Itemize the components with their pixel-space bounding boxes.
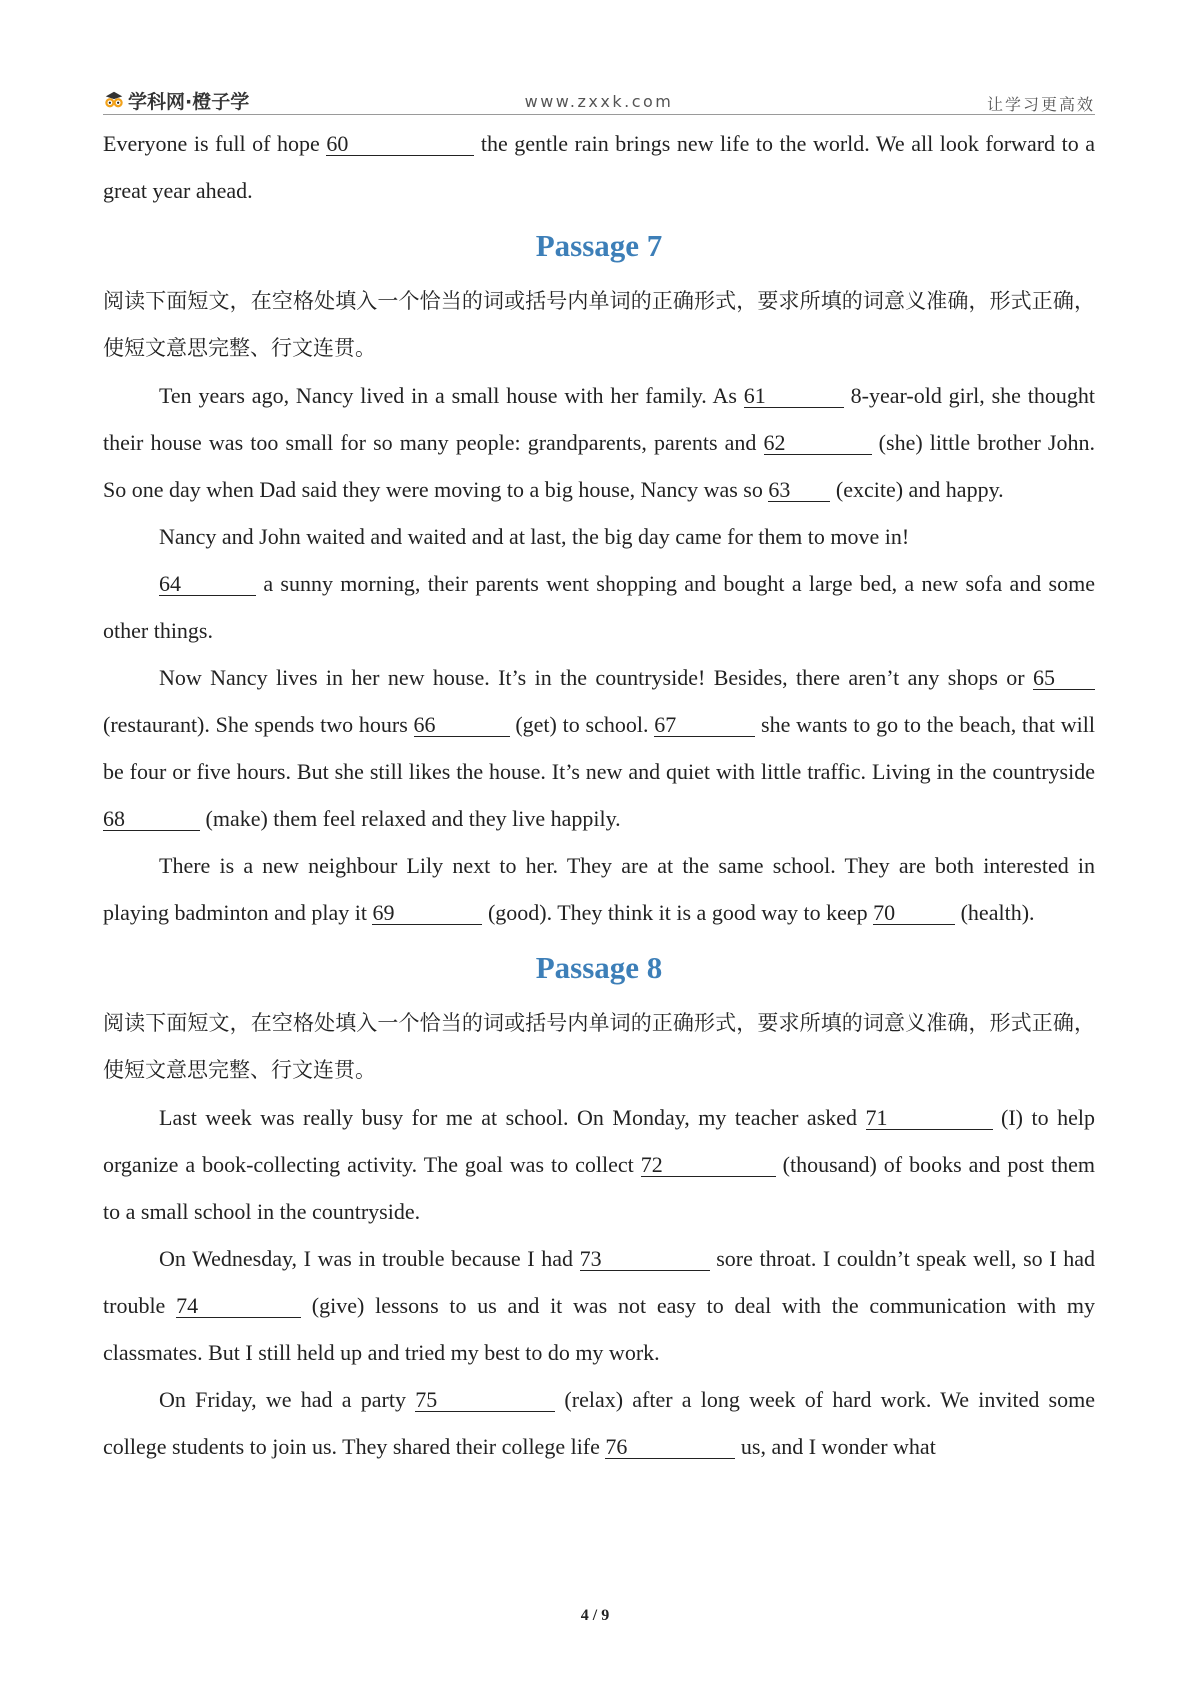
text-run: (restaurant). She spends two hours [103, 712, 414, 737]
answer-blank-71[interactable]: 71 [866, 1106, 993, 1130]
text-run: (excite) and happy. [830, 477, 1004, 502]
answer-blank-66[interactable]: 66 [414, 713, 510, 737]
answer-blank-65[interactable]: 65 [1033, 666, 1095, 690]
text-run: the gentle rain brings new life to the world. We all look forward to a great year ahead. [103, 131, 1095, 203]
answer-blank-63[interactable]: 63 [768, 478, 830, 502]
site-url[interactable]: www.zxxk.com [524, 92, 674, 111]
answer-blank-70[interactable]: 70 [873, 901, 955, 925]
document-body [103, 120, 1095, 1470]
text-run: Everyone is full of hope [103, 131, 327, 156]
page-header [103, 84, 1095, 115]
passage-instruction: 阅读下面短文，在空格处填入一个恰当的词或括号内单词的正确形式，要求所填的词意义准确，形式正确，使短文意思完整、行文连贯。 [103, 1011, 1095, 1082]
logo-text: 学科网·橙子学 [128, 90, 250, 113]
passage-paragraph [103, 513, 1095, 560]
answer-blank-75[interactable]: 75 [415, 1388, 555, 1412]
text-run: (get) to school. [509, 712, 655, 737]
answer-blank-72[interactable]: 72 [641, 1153, 776, 1177]
text-run: On Wednesday, I was in trouble because I had [159, 1246, 580, 1271]
answer-blank-68[interactable]: 68 [103, 807, 200, 831]
text-run: Now Nancy lives in her new house. It’s in the countryside! Besides, there aren’t any shops or [159, 665, 1033, 690]
text-run: (thousand) of books and post them to a small school in the countryside. [103, 1152, 1096, 1224]
text-run: (give) lessons to us and it was not easy to deal with the communication with my classmates. But I still held up and tried my best to do my work. [103, 1293, 1095, 1365]
intro-paragraph [103, 120, 1095, 214]
answer-blank-62[interactable]: 62 [764, 431, 872, 455]
passage-paragraph [103, 1376, 1095, 1470]
text-run: sore throat. I couldn’t speak well, so I had trouble [103, 1246, 1095, 1318]
text-run: Nancy and John waited and waited and at last, the big day came for them to move in! [159, 524, 910, 549]
answer-blank-64[interactable]: 64 [159, 572, 256, 596]
passage-paragraph [103, 1094, 1095, 1235]
text-run: Ten years ago, Nancy lived in a small house with her family. As [159, 383, 744, 408]
text-run: us, and I wonder what [735, 1434, 936, 1459]
text-run: On Friday, we had a party [159, 1387, 416, 1412]
answer-blank-61[interactable]: 61 [744, 384, 844, 408]
text-run: (I) to help organize a book-collecting activity. The goal was to collect [103, 1105, 1096, 1177]
answer-blank-76[interactable]: 76 [605, 1435, 735, 1459]
passage-paragraph [103, 654, 1095, 842]
site-slogan: 让学习更高效 [986, 95, 1095, 114]
text-run: There is a new neighbour Lily next to her. They are at the same school. They are both interested in playing badminton and play it [103, 853, 1095, 925]
answer-blank-73[interactable]: 73 [580, 1247, 710, 1271]
passage-paragraph [103, 842, 1095, 936]
text-run: Last week was really busy for me at school. On Monday, my teacher asked [159, 1105, 866, 1130]
text-run: (good). They think it is a good way to keep [482, 900, 874, 925]
passage-paragraph [103, 560, 1095, 654]
passage-title: Passage 8 [535, 950, 663, 985]
text-run: (she) little brother John. So one day when Dad said they were moving to a big house, Nancy was so [103, 430, 1095, 502]
answer-blank-67[interactable]: 67 [654, 713, 755, 737]
passage-paragraph [103, 372, 1095, 513]
text-run: (health). [955, 900, 1035, 925]
answer-blank-74[interactable]: 74 [176, 1294, 301, 1318]
page-number: 4 / 9 [580, 1607, 610, 1624]
text-run: (make) them feel relaxed and they live happily. [200, 806, 621, 831]
passage-paragraph [103, 1235, 1095, 1376]
passage-instruction: 阅读下面短文，在空格处填入一个恰当的词或括号内单词的正确形式，要求所填的词意义准确，形式正确，使短文意思完整、行文连贯。 [103, 289, 1095, 360]
text-run: (relax) after a long week of hard work. We invited some college students to join us. They shared their college life [103, 1387, 1095, 1459]
text-run: a sunny morning, their parents went shopping and bought a large bed, a new sofa and some other things. [103, 571, 1095, 643]
passage-title: Passage 7 [535, 228, 663, 263]
answer-blank-60[interactable]: 60 [326, 132, 474, 156]
text-run: she wants to go to the beach, that will be four or five hours. But she still likes the house. It’s new and quiet with little traffic. Living in the countryside [103, 712, 1095, 784]
answer-blank-69[interactable]: 69 [372, 901, 482, 925]
text-run: 8-year-old girl, she thought their house was too small for so many people: grandparents, parents and [103, 383, 1096, 455]
